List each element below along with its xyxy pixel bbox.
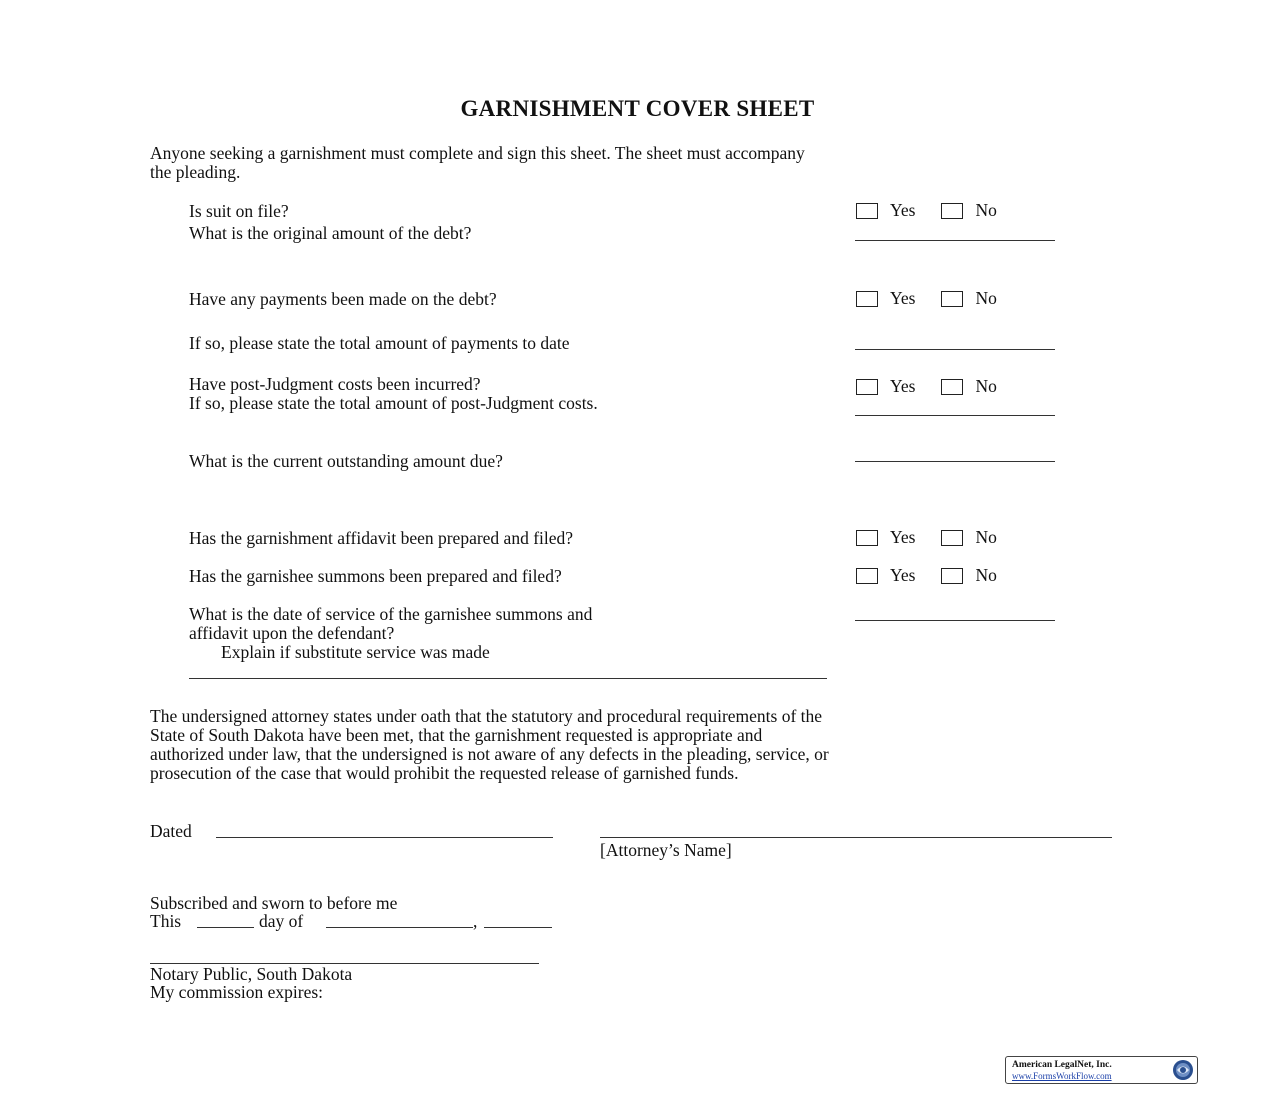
affidavit-filed-yes-checkbox[interactable] (856, 530, 878, 546)
notary-subscribed: Subscribed and sworn to before me (150, 893, 398, 913)
notary-commission-label: My commission expires: (150, 982, 324, 1002)
suit-on-file-yes-checkbox[interactable] (856, 203, 878, 219)
notary-this-label: This (150, 911, 182, 931)
attestation-line-2: State of South Dakota have been met, that the garnishment requested is appropriate and (150, 725, 763, 745)
summons-filed-choice (856, 566, 997, 585)
suit-on-file-choice (856, 201, 997, 220)
attorney-signature-field[interactable] (600, 837, 1112, 838)
payments-made-yes-checkbox[interactable] (856, 291, 878, 307)
notary-comma: , (473, 911, 478, 931)
no-label: No (975, 288, 997, 308)
logo-company-name: American LegalNet, Inc. (1012, 1060, 1112, 1070)
no-label: No (975, 565, 997, 585)
post-judgment-costs-choice (856, 377, 997, 396)
dated-label: Dated (150, 821, 192, 841)
yes-label: Yes (890, 527, 916, 547)
question-affidavit-filed: Has the garnishment affidavit been prepared and filed? (189, 528, 574, 548)
suit-on-file-no-checkbox[interactable] (941, 203, 963, 219)
post-judgment-total-field[interactable] (855, 415, 1055, 416)
globe-icon (1172, 1059, 1194, 1081)
notary-day-field[interactable] (197, 927, 254, 928)
question-payments-total: If so, please state the total amount of payments to date (189, 333, 570, 353)
affidavit-filed-no-checkbox[interactable] (941, 530, 963, 546)
payments-made-no-checkbox[interactable] (941, 291, 963, 307)
current-amount-field[interactable] (855, 461, 1055, 462)
attestation-line-3: authorized under law, that the undersigned is not aware of any defects in the pleading, service, or (150, 744, 829, 764)
original-amount-field[interactable] (855, 240, 1055, 241)
yes-label: Yes (890, 288, 916, 308)
yes-label: Yes (890, 565, 916, 585)
yes-label: Yes (890, 376, 916, 396)
post-judgment-yes-checkbox[interactable] (856, 379, 878, 395)
dated-field[interactable] (216, 837, 553, 838)
attestation-line-1: The undersigned attorney states under oath that the statutory and procedural requirements of the (150, 706, 823, 726)
question-post-judgment-costs: Have post-Judgment costs been incurred? (189, 374, 481, 394)
attestation-line-4: prosecution of the case that would prohibit the requested release of garnished funds. (150, 763, 739, 783)
intro-line-2: the pleading. (150, 162, 241, 182)
question-suit-on-file: Is suit on file? (189, 201, 289, 221)
payments-total-field[interactable] (855, 349, 1055, 350)
no-label: No (975, 527, 997, 547)
notary-year-field[interactable] (484, 927, 552, 928)
notary-month-field[interactable] (326, 927, 473, 928)
question-current-amount: What is the current outstanding amount due? (189, 451, 503, 471)
affidavit-filed-choice (856, 528, 997, 547)
footer-logo (1005, 1056, 1198, 1084)
page-title: GARNISHMENT COVER SHEET (460, 96, 815, 121)
service-date-field[interactable] (855, 620, 1055, 621)
question-post-judgment-total: If so, please state the total amount of post-Judgment costs. (189, 393, 598, 413)
question-service-date-line-1: What is the date of service of the garnishee summons and (189, 604, 593, 624)
notary-day-of-label: day of (259, 911, 304, 931)
question-original-amount: What is the original amount of the debt? (189, 223, 472, 243)
intro-line-1: Anyone seeking a garnishment must complete and sign this sheet. The sheet must accompany (150, 143, 805, 163)
question-substitute-service: Explain if substitute service was made (221, 642, 490, 662)
summons-filed-no-checkbox[interactable] (941, 568, 963, 584)
post-judgment-no-checkbox[interactable] (941, 379, 963, 395)
substitute-service-field[interactable] (189, 678, 827, 679)
no-label: No (975, 376, 997, 396)
notary-public-label: Notary Public, South Dakota (150, 964, 353, 984)
summons-filed-yes-checkbox[interactable] (856, 568, 878, 584)
logo-url-link[interactable]: www.FormsWorkFlow.com (1012, 1071, 1112, 1081)
question-payments-made: Have any payments been made on the debt? (189, 289, 497, 309)
yes-label: Yes (890, 200, 916, 220)
no-label: No (975, 200, 997, 220)
question-service-date-line-2: affidavit upon the defendant? (189, 623, 395, 643)
payments-made-choice (856, 289, 997, 308)
attorney-name-label: [Attorney’s Name] (600, 840, 732, 860)
question-summons-filed: Has the garnishee summons been prepared and filed? (189, 566, 562, 586)
